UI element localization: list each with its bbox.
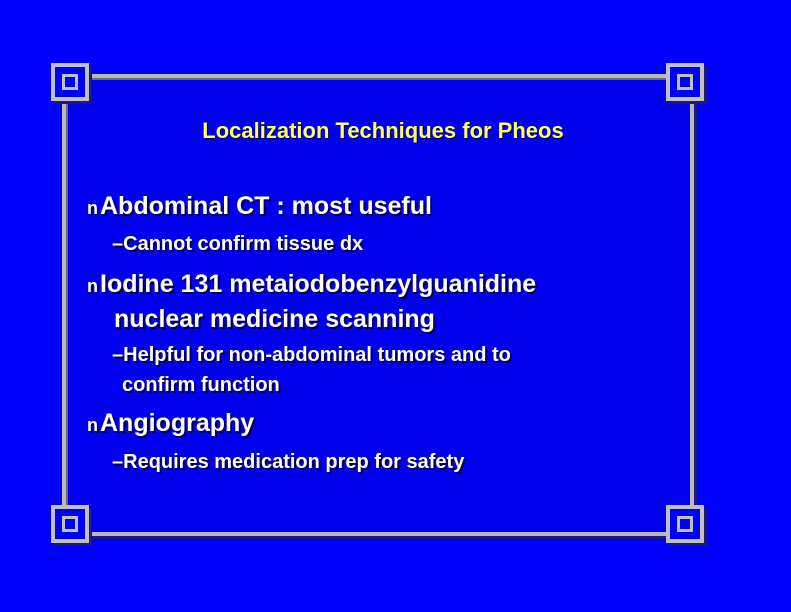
bullet-3-sub-1: –Requires medication prep for safety bbox=[112, 451, 465, 473]
bullet-2-text-line2: nuclear medicine scanning bbox=[114, 305, 435, 333]
slide-title: Localization Techniques for Pheos bbox=[202, 118, 564, 143]
corner-ornament-bottom-right bbox=[666, 505, 704, 543]
bullet-2-sub-1: –Helpful for non-abdominal tumors and to bbox=[112, 344, 511, 366]
corner-ornament-bottom-left bbox=[51, 505, 89, 543]
bullet-marker: n bbox=[87, 276, 98, 296]
corner-ornament-top-left bbox=[51, 63, 89, 101]
bullet-2-text-line1: Iodine 131 metaiodobenzylguanidine bbox=[100, 270, 537, 298]
bullet-marker: n bbox=[87, 198, 98, 218]
corner-ornament-top-right bbox=[666, 63, 704, 101]
bullet-1-sub-1: –Cannot confirm tissue dx bbox=[112, 233, 364, 255]
bullet-2-sub-1-cont: confirm function bbox=[122, 374, 280, 396]
bullet-3 bbox=[87, 409, 254, 438]
bullet-3-text: Angiography bbox=[100, 409, 255, 437]
bullet-1-text: Abdominal CT : most useful bbox=[100, 192, 432, 220]
bullet-1 bbox=[87, 192, 432, 221]
bullet-marker: n bbox=[87, 415, 98, 435]
bullet-2 bbox=[87, 270, 536, 299]
